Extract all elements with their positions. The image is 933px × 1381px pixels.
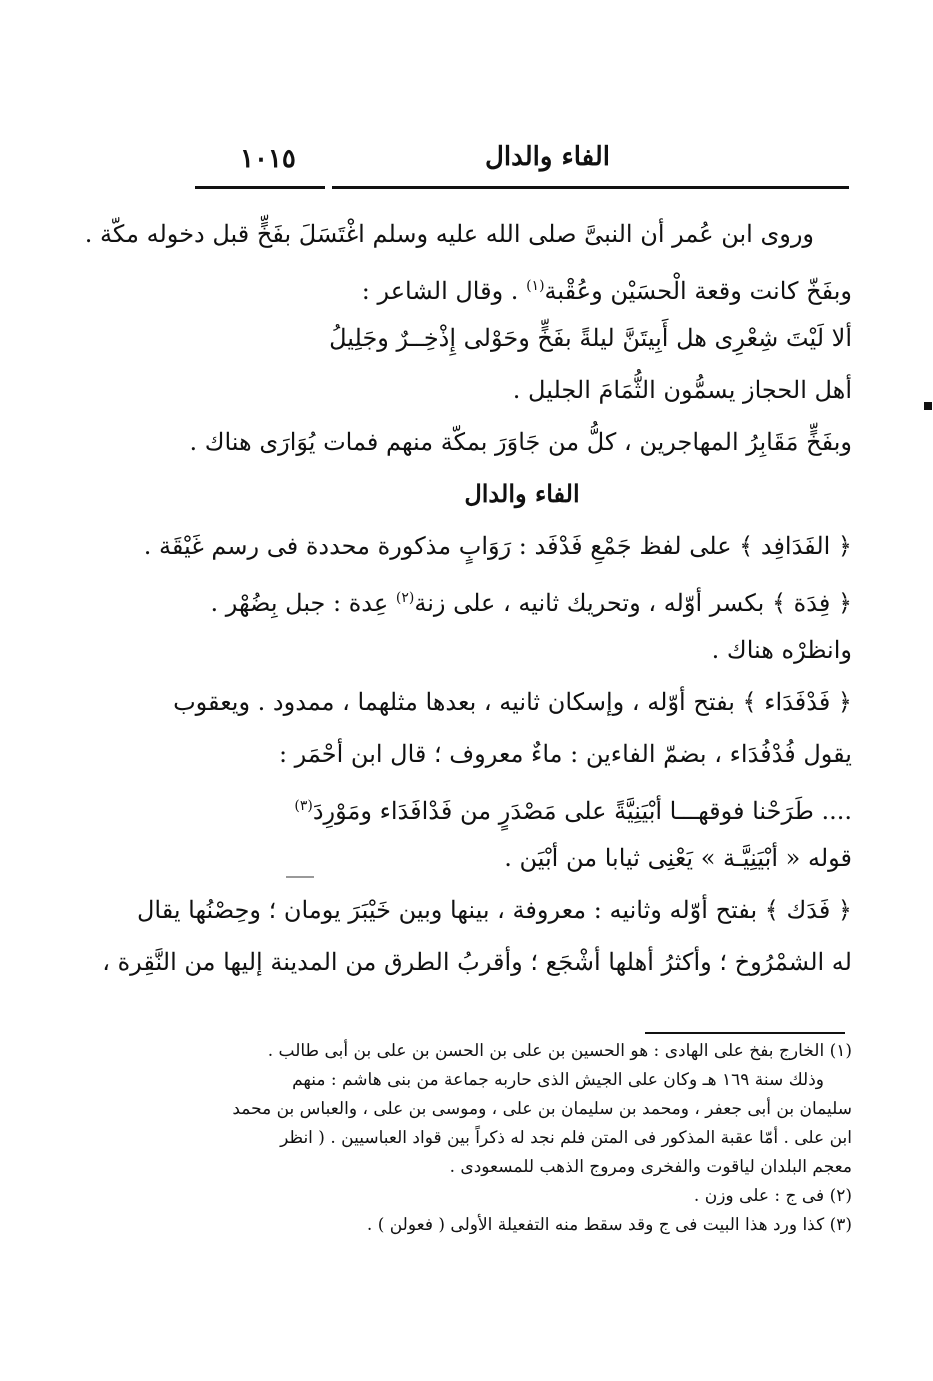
footnote-ref: (٣) [294,798,313,814]
ink-smudge [286,876,314,878]
margin-mark [924,402,932,410]
verse-line [192,787,852,839]
text-line: وروى ابن عُمر أن النبىَّ صلى الله عليه وسلم اغْتَسَلَ بفَخٍّ قبل دخوله مكّة . [84,220,814,248]
text-line [192,267,852,319]
page-number: ١٠١٥ [240,144,296,174]
main-text [84,215,852,995]
footnote-line: ابن على . أمّا عقبة المذكور فى المتن فلم نجد له ذكراً بين قواد العباسيين . ( انظر [280,1128,852,1148]
entry-line: ﴿ فَدَك ﴾ بفتح أوّله وثانيه : معروفة ، بينها وبين خَيْبَرَ يومان ؛ وحِصْنُها يقال [136,896,852,924]
footnote-ref: (٢) [395,590,415,606]
entry-line: ﴿ الفَدَافِد ﴾ على لفظ جَمْعِ فَدْفَد : رَوَابٍ مذكورة محددة فى رسم غَيْقَة . [143,532,852,560]
entry-line: قوله « أبْيَنِيَّـة » يَعْنِى ثيابا من أبْيَن . [504,844,852,872]
header-rule-left [195,186,325,189]
text-line-part: وبفَخّ كانت وقعة الْحسَيْن وعُقْبة [544,277,852,305]
footnote-line: (٣) كذا ورد هذا البيت فى ج وقد سقط منه التفعيلة الأولى ( فعولن ) . [366,1215,852,1235]
footnote-line: سليمان بن أبى جعفر ، ومحمد بن سليمان بن على ، وموسى بن على ، والعباس بن محمد [232,1099,852,1119]
header-rule-right [332,186,849,189]
verse-line: ألا لَيْتَ شِعْرِى هل أَبِيتَنَّ ليلةً بفَخٍّ وحَوْلى إِذْخِــرٌ وجَلِيلُ [329,324,852,352]
verse-line-part: .... طَرَحْنا فوقهـــا أبْيَنِيَّةً على مَصْدَرٍ من فَدْافَدَاء ومَوْرِدَ [312,797,852,825]
entry-line-part: عِدة : جبل بِضُهْر . [210,589,396,617]
entry-line-part: ﴿ فِدَة ﴾ بكسر أوّله ، وتحريك ثانيه ، على زنة [414,589,852,617]
entry-line [192,579,852,631]
text-line: أهل الحجاز يسمُّون الثُّمَامَ الجليل . [512,376,852,404]
text-line-part: . وقال الشاعر : [361,277,527,305]
footnote-line: وذلك سنة ١٦٩ هـ وكان على الجيش الذى حاربه جماعة من بنى هاشم : منهم [292,1070,824,1090]
entry-line: يقول فُدْفُدَاء ، بضمّ الفاءين : ماءٌ معروف ؛ قال ابن أحْمَر : [278,740,852,768]
footnote-line: (١) الخارج بفخ على الهادى : هو الحسين بن على بن الحسن بن على بن أبى طالب . [267,1041,852,1061]
footnote-line: (٢) فى ج : على وزن . [693,1186,852,1206]
entry-line: له الشمْرُوخ ؛ وأكثرُ أهلها أشْجَع ؛ وأقربُ الطرق من المدينة إليها من النَّقِرة ، [102,948,852,976]
footnote-ref: (١) [526,278,545,294]
footnote-separator [645,1032,845,1034]
text-line: وبفَخٍّ مَقَابِرُ المهاجرين ، كلُّ من جَاوَرَ بمكّة منهم فمات يُوَارَى هناك . [189,428,852,456]
footnotes [192,1040,852,1243]
entry-line: وانظرْه هناك . [711,636,852,664]
section-title: الفاء والدال [464,479,580,508]
entry-line: ﴿ فَدْفَدَاء ﴾ بفتح أوّله ، وإسكان ثانيه ، بعدها مثلهما ، ممدود . ويعقوب [173,688,852,716]
footnote-line: معجم البلدان لياقوت والفخرى ومروج الذهب للمسعودى . [449,1157,852,1177]
page-header [195,138,849,188]
running-title: الفاء والدال [485,142,610,172]
